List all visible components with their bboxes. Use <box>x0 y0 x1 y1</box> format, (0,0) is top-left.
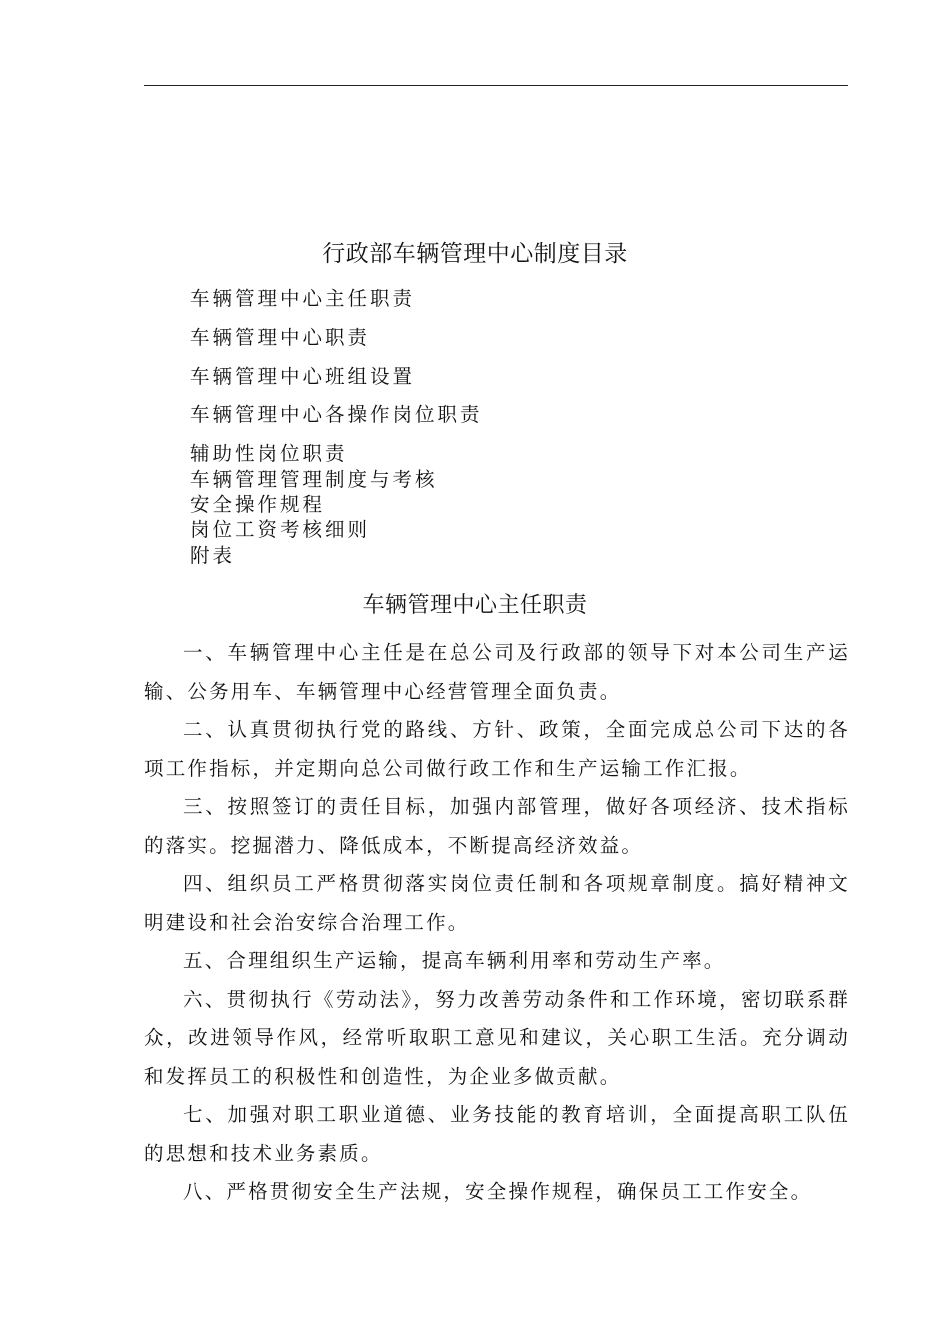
section-body <box>144 634 850 1212</box>
section-title: 车辆管理中心主任职责 <box>362 593 588 618</box>
toc-item: 岗位工资考核细则 <box>190 518 371 541</box>
toc-item: 车辆管理管理制度与考核 <box>190 468 438 491</box>
paragraph: 五、合理组织生产运输，提高车辆利用率和劳动生产率。 <box>183 949 726 972</box>
paragraph: 八、严格贯彻安全生产法规，安全操作规程，确保员工工作安全。 <box>183 1180 813 1203</box>
toc-item: 安全操作规程 <box>190 493 326 516</box>
header-rule <box>144 85 848 86</box>
toc-item: 车辆管理中心职责 <box>190 326 371 349</box>
paragraph: 六、贯彻执行《劳动法》，努力改善劳动条件和工作环境，密切联系群众，改进领导作风，经常听取职工意见和建议，关心职工生活。充分调动和发挥员工的积极性和创造性，为企业多做贡献。 <box>144 987 850 1088</box>
toc-item: 车辆管理中心各操作岗位职责 <box>190 403 483 426</box>
toc-item: 附表 <box>190 544 236 567</box>
paragraph: 七、加强对职工职业道德、业务技能的教育培训，全面提高职工队伍的思想和技术业务素质。 <box>144 1103 850 1165</box>
toc-item: 车辆管理中心班组设置 <box>190 365 416 388</box>
paragraph: 一、车辆管理中心主任是在总公司及行政部的领导下对本公司生产运输、公务用车、车辆管理中心经营管理全面负责。 <box>144 641 850 703</box>
paragraph: 二、认真贯彻执行党的路线、方针、政策，全面完成总公司下达的各项工作指标，并定期向总公司做行政工作和生产运输工作汇报。 <box>144 718 850 780</box>
document-title: 行政部车辆管理中心制度目录 <box>322 241 628 267</box>
toc-item: 车辆管理中心主任职责 <box>190 287 416 310</box>
toc-item: 辅助性岗位职责 <box>190 442 348 465</box>
paragraph: 四、组织员工严格贯彻落实岗位责任制和各项规章制度。搞好精神文明建设和社会治安综合治理工作。 <box>144 872 850 934</box>
paragraph: 三、按照签订的责任目标，加强内部管理，做好各项经济、技术指标的落实。挖掘潜力、降低成本，不断提高经济效益。 <box>144 795 850 857</box>
